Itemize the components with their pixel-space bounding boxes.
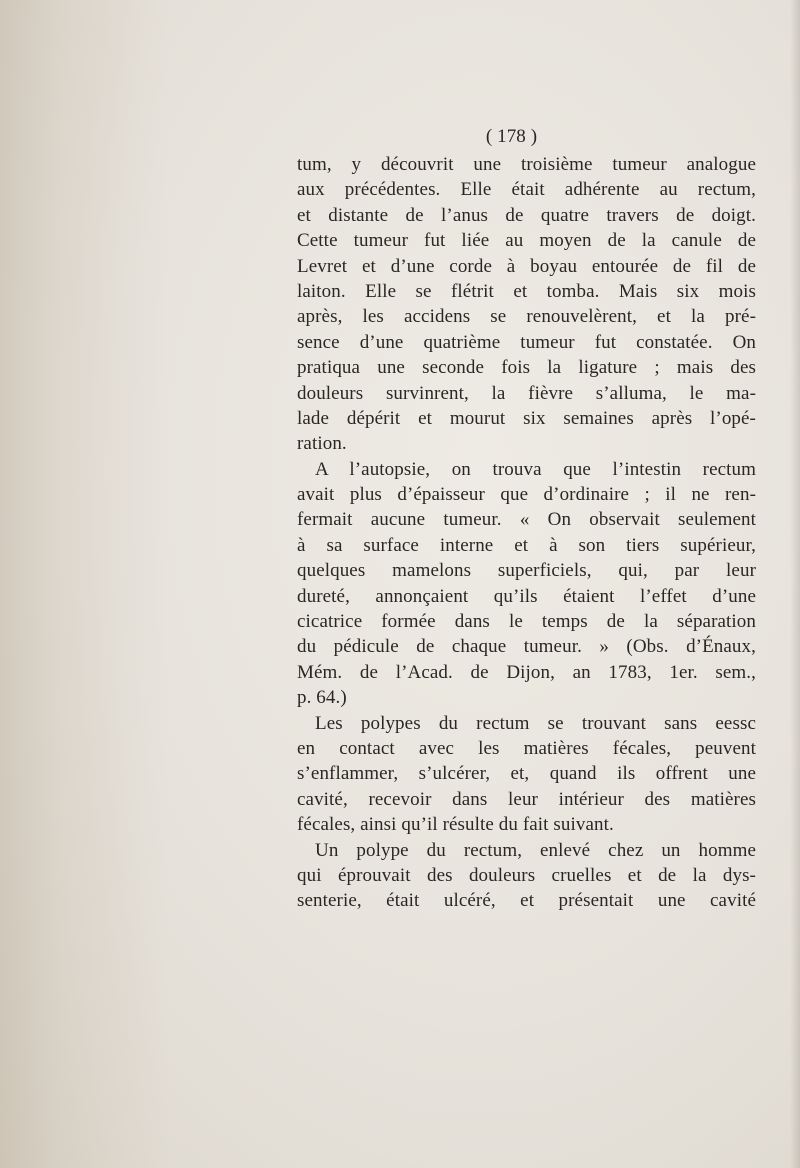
text-line: Cette tumeur fut liée au moyen de la canule de <box>297 230 756 252</box>
text-line: et distante de l’anus de quatre travers de doigt. <box>297 204 756 226</box>
text-line: qui éprouvait des douleurs cruelles et de la dys- <box>297 864 756 886</box>
text-line: aux précédentes. Elle était adhérente au rectum, <box>297 179 756 201</box>
text-line: Les polypes du rectum se trouvant sans eessc <box>315 712 756 734</box>
text-line: fermait aucune tumeur. « On observait seulement <box>297 509 756 531</box>
paragraph-3 <box>297 711 756 838</box>
paragraph-4 <box>297 838 756 914</box>
text-line: douleurs survinrent, la fièvre s’alluma, le ma- <box>297 382 756 404</box>
page-edge-shadow <box>790 0 800 1168</box>
text-line: s’enflammer, s’ulcérer, et, quand ils offrent une <box>297 763 756 785</box>
text-line: cicatrice formée dans le temps de la séparation <box>297 611 756 633</box>
text-line: en contact avec les matières fécales, peuvent <box>297 737 756 759</box>
text-line: avait plus d’épaisseur que d’ordinaire ; il ne ren- <box>297 484 756 506</box>
page-text-block <box>297 122 756 914</box>
paragraph-1 <box>297 152 756 457</box>
text-line: lade dépérit et mourut six semaines après l’opé- <box>297 407 756 429</box>
text-line: dureté, annonçaient qu’ils étaient l’effet d’une <box>297 585 756 607</box>
text-line: après, les accidens se renouvelèrent, et la pré- <box>297 306 756 328</box>
paragraph-2 <box>297 457 756 711</box>
text-line: Mém. de l’Acad. de Dijon, an 1783, 1er. sem., <box>297 661 756 683</box>
text-line: A l’autopsie, on trouva que l’intestin rectum <box>315 458 756 480</box>
text-line: fécales, ainsi qu’il résulte du fait suivant. <box>297 814 614 836</box>
text-line: ration. <box>297 433 347 455</box>
page-number: ( 178 ) <box>485 126 538 147</box>
text-line: Un polype du rectum, enlevé chez un homme <box>315 839 756 861</box>
text-line: laiton. Elle se flétrit et tomba. Mais six mois <box>297 280 756 302</box>
text-line: Levret et d’une corde à boyau entourée de fil de <box>297 255 756 277</box>
text-line: senterie, était ulcéré, et présentait une cavité <box>297 890 756 912</box>
text-line: cavité, recevoir dans leur intérieur des matières <box>297 788 756 810</box>
text-line: du pédicule de chaque tumeur. » (Obs. d’Énaux, <box>297 636 756 658</box>
text-line: quelques mamelons superficiels, qui, par leur <box>297 560 756 582</box>
text-line: p. 64.) <box>297 687 347 709</box>
text-line: à sa surface interne et à son tiers supérieur, <box>297 534 756 556</box>
text-line: tum, y découvrit une troisième tumeur analogue <box>297 154 756 175</box>
text-line: sence d’une quatrième tumeur fut constatée. On <box>297 331 756 353</box>
text-line: pratiqua une seconde fois la ligature ; mais des <box>297 357 756 379</box>
